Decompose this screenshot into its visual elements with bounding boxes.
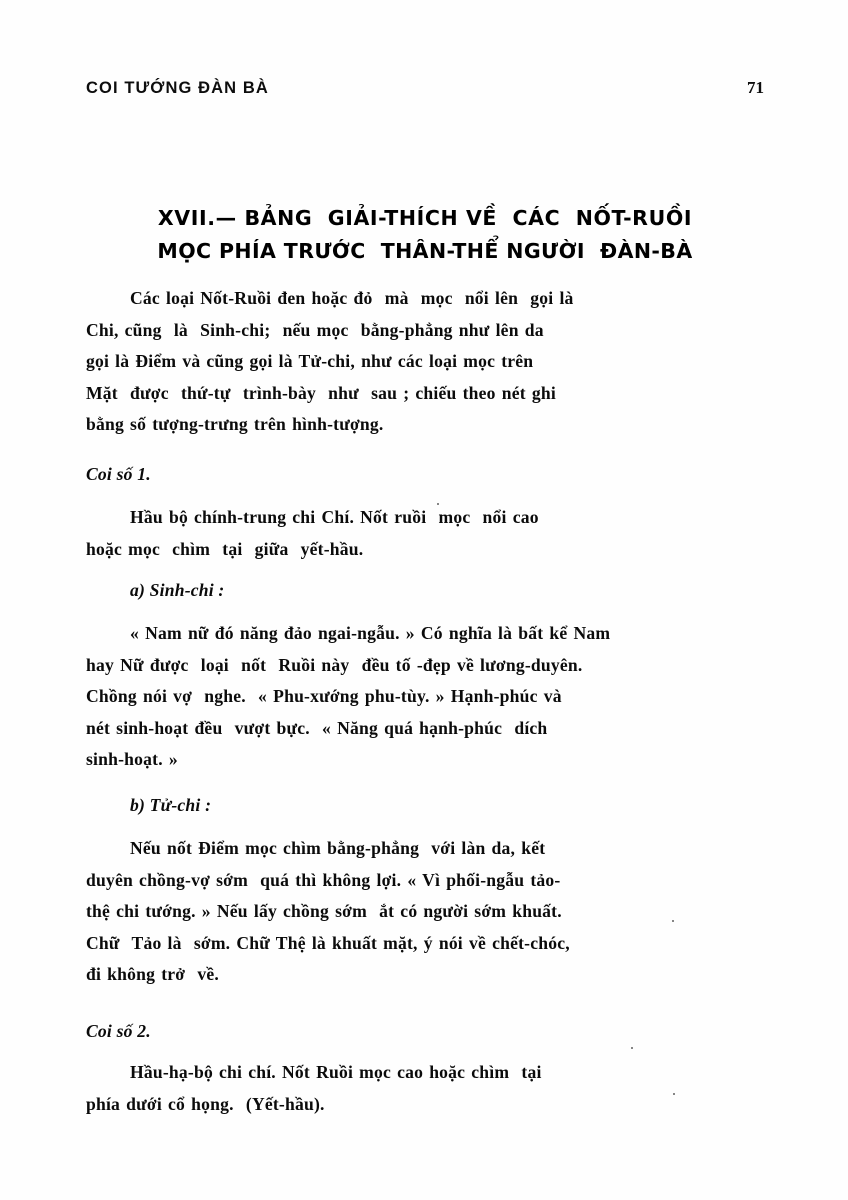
section-1-line: hoặc mọc chìm tại giữa yết-hầu. [86,538,364,559]
section-1-line: Hầu bộ chính-trung chi Chí. Nốt ruồi mọc nổi cao [130,507,539,527]
intro-line: gọi là Điểm và cũng gọi là Tử-chi, như các loại mọc trên [86,351,534,372]
subsection-b-line: thệ chi tướng. » Nếu lấy chồng sớm ắt có người sớm khuất. [86,901,562,922]
scan-speck [672,920,674,922]
intro-line: bằng số tượng-trưng trên hình-tượng. [86,414,384,435]
subsection-b-line: Chữ Tảo là sớm. Chữ Thệ là khuất mặt, ý nói về chết-chóc, [86,932,570,953]
section-2-paragraph [86,1057,764,1120]
subsection-a-line: « Nam nữ đó năng đảo ngai-ngẫu. » Có nghĩa là bất kể Nam [130,623,611,643]
scan-speck [631,1047,633,1049]
subsection-b-paragraph [86,833,764,991]
scan-speck [673,1093,675,1095]
subsection-b-label: b) Tử-chi : [130,795,212,815]
subsection-b-line: Nếu nốt Điểm mọc chìm bằng-phẳng với làn da, kết [130,838,546,858]
subsection-a-line: Chồng nói vợ nghe. « Phu-xướng phu-tùy. » Hạnh-phúc và [86,686,562,707]
section-2-line: Hầu-hạ-bộ chi chí. Nốt Ruồi mọc cao hoặc chìm tại [130,1062,542,1082]
section-1-heading: Coi số 1. [86,464,151,484]
page-number: 71 [747,78,764,97]
chapter-title-line-2: MỌC PHÍA TRƯỚC THÂN-THỂ NGƯỜI ĐÀN-BÀ [157,238,693,263]
chapter-title [86,202,764,268]
subsection-a-line: sinh-hoạt. » [86,749,178,770]
subsection-a-line: nét sinh-hoạt đều vượt bực. « Năng quá hạnh-phúc dích [86,717,548,738]
intro-paragraph [86,283,764,441]
subsection-a-label: a) Sinh-chi : [130,580,225,600]
intro-line: Các loại Nốt-Ruồi đen hoặc đỏ mà mọc nổi lên gọi là [130,288,574,308]
subsection-a-paragraph [86,618,764,776]
intro-line: Mặt được thứ-tự trình-bày như sau ; chiếu theo nét ghi [86,382,556,403]
subsection-b-line: duyên chồng-vợ sớm quá thì không lợi. « Vì phối-ngẫu tảo- [86,869,561,890]
running-head-title: COI TƯỚNG ĐÀN BÀ [86,79,269,97]
section-2-line: phía dưới cổ họng. (Yết-hầu). [86,1093,325,1114]
subsection-b-line: đi không trở về. [86,964,220,985]
section-1-intro-paragraph [86,502,764,565]
chapter-title-line-1: XVII.— BẢNG GIẢI-THÍCH VỀ CÁC NỐT-RUỒI [157,205,693,230]
running-head [86,78,764,98]
scan-speck [437,503,439,505]
section-2-heading: Coi số 2. [86,1021,151,1041]
subsection-a-line: hay Nữ được loại nốt Ruồi này đều tố -đẹp về lương-duyên. [86,654,583,675]
intro-line: Chi, cũng là Sinh-chi; nếu mọc bằng-phẳng như lên da [86,319,544,340]
